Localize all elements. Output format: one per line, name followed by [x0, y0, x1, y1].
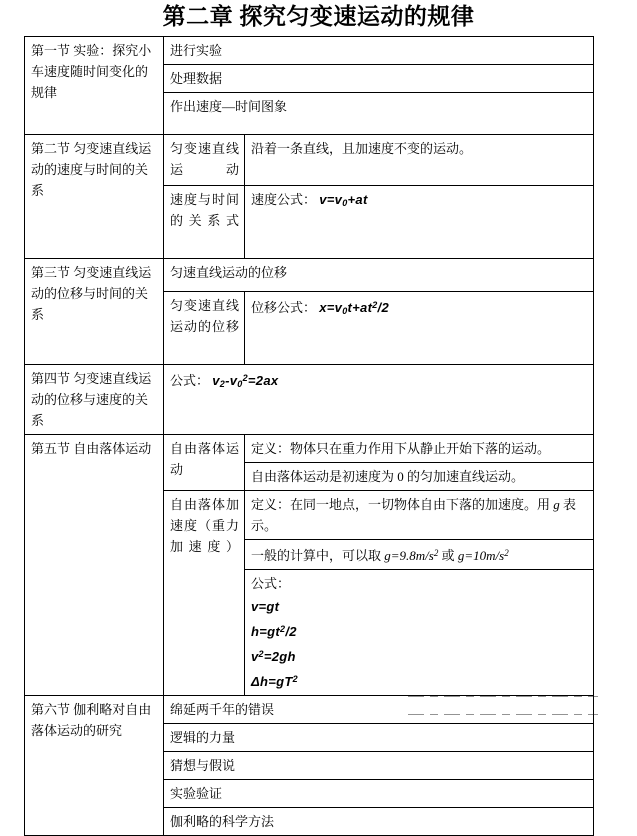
section-5-row-2-detail: 自由落体运动是初速度为 0 的匀加速直线运动。 — [245, 463, 594, 491]
section-5-topic-gravity: 自由落体加速度（重力加速度） — [164, 491, 245, 696]
gravity-value-2: $g=10m/s^2$ — [457, 548, 509, 563]
section-1-row-2-detail: 处理数据 — [164, 65, 594, 93]
section-1-title — [25, 37, 164, 135]
section-6-name: 伽利略对自由落体运动的研究 — [31, 702, 152, 738]
velocity-displacement-formula-label: 公式： — [170, 373, 210, 388]
section-1-name: 实验：探究小车速度随时间变化的规律 — [31, 43, 152, 100]
table-row — [25, 696, 594, 724]
displacement-formula-label: 位移公式： — [251, 300, 317, 315]
section-5-name: 自由落体运动 — [73, 441, 152, 456]
section-2-name: 匀变速直线运动的速度与时间的关系 — [31, 141, 152, 198]
section-5-title — [25, 435, 164, 696]
section-4-name: 匀变速直线运动的位移与速度的关系 — [31, 371, 152, 428]
section-4-number: 第四节 — [31, 371, 71, 386]
section-2-row-2-detail — [245, 186, 594, 259]
gravity-value-prefix: 一般的计算中，可以取 — [251, 548, 385, 563]
section-3-row-1-detail: 匀速直线运动的位移 — [164, 259, 594, 292]
section-3-number: 第三节 — [31, 265, 71, 280]
gravity-value-mid: 或 — [438, 548, 458, 563]
velocity-displacement-formula: $v_2-v_0^2=2ax$ — [212, 373, 279, 389]
velocity-formula: $v=v_0+at$ — [319, 192, 368, 208]
section-5-row-5-detail — [245, 570, 594, 696]
free-fall-formula-3: $v^2=2gh$ — [251, 649, 296, 664]
section-6-number: 第六节 — [31, 702, 71, 717]
section-2-row-1-topic: 匀变速直线运动 — [164, 135, 245, 186]
free-fall-formula-4: $\Delta h=gT^2$ — [251, 674, 298, 689]
symbol-g: g — [553, 497, 560, 512]
section-3-title — [25, 259, 164, 365]
section-5-row-4-detail — [245, 540, 594, 570]
free-fall-formula-label: 公式： — [251, 576, 291, 591]
table-row — [25, 135, 594, 186]
section-6-row-2-detail: 逻辑的力量 — [164, 724, 594, 752]
section-3-row-2-topic: 匀变速直线运动的位移 — [164, 292, 245, 365]
section-2-number: 第二节 — [31, 141, 71, 156]
free-fall-formula-1: v=gt — [251, 599, 280, 614]
table-row — [25, 435, 594, 463]
syllabus-table — [24, 36, 594, 836]
section-3-row-2-detail — [245, 292, 594, 365]
section-3-name: 匀变速直线运动的位移与时间的关系 — [31, 265, 152, 322]
section-6-row-5-detail: 伽利略的科学方法 — [164, 808, 594, 836]
page-title: 第二章 探究匀变速运动的规律 — [162, 4, 475, 29]
section-5-row-1-detail: 定义：物体只在重力作用下从静止开始下落的运动。 — [245, 435, 594, 463]
table-row — [25, 259, 594, 292]
free-fall-formula-2: $h=gt^2/2$ — [251, 624, 297, 639]
section-5-topic-free-fall: 自由落体运动 — [164, 435, 245, 491]
section-1-row-1-detail: 进行实验 — [164, 37, 594, 65]
displacement-formula: $x=v_0t+at^2/2$ — [319, 300, 389, 316]
section-5-row-3-detail: 定义：在同一地点，一切物体自由下落的加速度。用 g 表示。 — [245, 491, 594, 540]
section-5-number: 第五节 — [31, 441, 71, 456]
section-4-title — [25, 365, 164, 435]
section-6-row-3-detail: 猜想与假说 — [164, 752, 594, 780]
section-2-row-2-topic: 速度与时间的关系式 — [164, 186, 245, 259]
section-1-row-3-detail: 作出速度—时间图象 — [164, 93, 594, 135]
section-6-row-1-detail: 绵延两千年的错误 — [164, 696, 594, 724]
table-row — [25, 365, 594, 435]
velocity-formula-label: 速度公式： — [251, 192, 317, 207]
gravity-value-1: $g=9.8m/s^2$ — [384, 548, 439, 563]
section-4-row-1-detail — [164, 365, 594, 435]
section-6-row-4-detail: 实验验证 — [164, 780, 594, 808]
section-2-row-1-detail: 沿着一条直线，且加速度不变的运动。 — [245, 135, 594, 186]
section-1-number: 第一节 — [31, 43, 71, 58]
table-row — [25, 37, 594, 65]
section-6-title — [25, 696, 164, 836]
section-2-title — [25, 135, 164, 259]
